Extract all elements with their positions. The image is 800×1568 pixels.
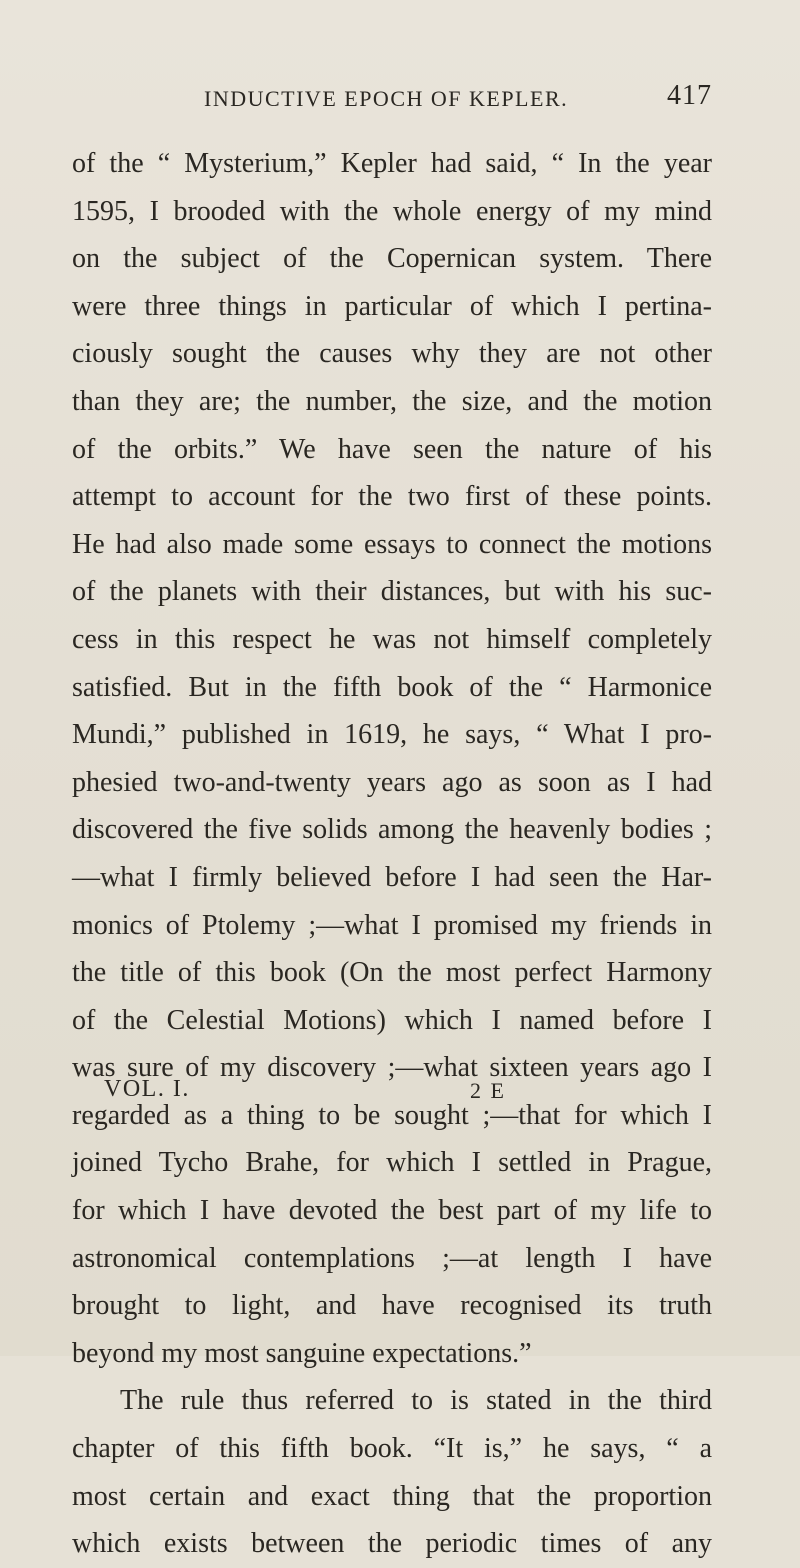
text-line: attempt to account for the two first of these points.: [72, 481, 712, 513]
body-text: [72, 140, 712, 1568]
text-line: cess in this respect he was not himself completely: [72, 623, 712, 655]
text-line: of the orbits.” We have seen the nature of his: [72, 433, 712, 465]
running-title: INDUCTIVE EPOCH OF KEPLER.: [204, 86, 569, 111]
text-line: for which I have devoted the best part of my life to: [72, 1195, 712, 1227]
text-line: of the Celestial Motions) which I named before I: [72, 1004, 712, 1036]
volume-label: VOL. I.: [104, 1076, 190, 1102]
text-line: phesied two-and-twenty years ago as soon as I had: [72, 766, 712, 798]
text-line: of the “ Mysterium,” Kepler had said, “ In the year: [72, 148, 712, 179]
text-line: discovered the five solids among the heavenly bodies ;: [72, 814, 712, 846]
text-line: than they are; the number, the size, and the motion: [72, 385, 712, 417]
text-line: 1595, I brooded with the whole energy of my mind: [72, 195, 712, 227]
text-line: ciously sought the causes why they are not other: [72, 338, 712, 370]
text-line: satisfied. But in the fifth book of the “ Harmonice: [72, 671, 712, 703]
text-line: —what I firmly believed before I had seen the Har-: [72, 861, 712, 893]
text-line: most certain and exact thing that the proportion: [72, 1480, 712, 1512]
text-line: beyond my most sanguine expectations.”: [72, 1337, 532, 1369]
text-line: brought to light, and have recognised its truth: [72, 1290, 712, 1322]
text-line: the title of this book (On the most perfect Harmony: [72, 957, 712, 989]
text-line: joined Tycho Brahe, for which I settled in Prague,: [72, 1147, 712, 1179]
text-line: was sure of my discovery ;—what sixteen years ago I: [72, 1052, 712, 1084]
text-line: Mundi,” published in 1619, he says, “ What I pro-: [72, 719, 712, 751]
text-line: were three things in particular of which I pertina-: [72, 290, 712, 322]
text-line: chapter of this fifth book. “It is,” he says, “ a: [72, 1433, 712, 1465]
signature-mark: 2 E: [470, 1078, 506, 1103]
text-line: on the subject of the Copernican system. There: [72, 243, 712, 275]
text-line: astronomical contemplations ;—at length I have: [72, 1242, 712, 1274]
text-line: of the planets with their distances, but with his suc-: [72, 576, 712, 608]
running-head: [72, 80, 712, 120]
text-line: He had also made some essays to connect the motions: [72, 528, 712, 560]
text-line: monics of Ptolemy ;—what I promised my friends in: [72, 909, 712, 941]
text-line: regarded as a thing to be sought ;—that for which I: [72, 1099, 712, 1131]
page-footer: [104, 1076, 604, 1116]
text-line: The rule thus referred to is stated in the third: [120, 1385, 712, 1417]
text-line: which exists between the periodic times of any: [72, 1528, 712, 1560]
page-number: 417: [667, 80, 712, 111]
